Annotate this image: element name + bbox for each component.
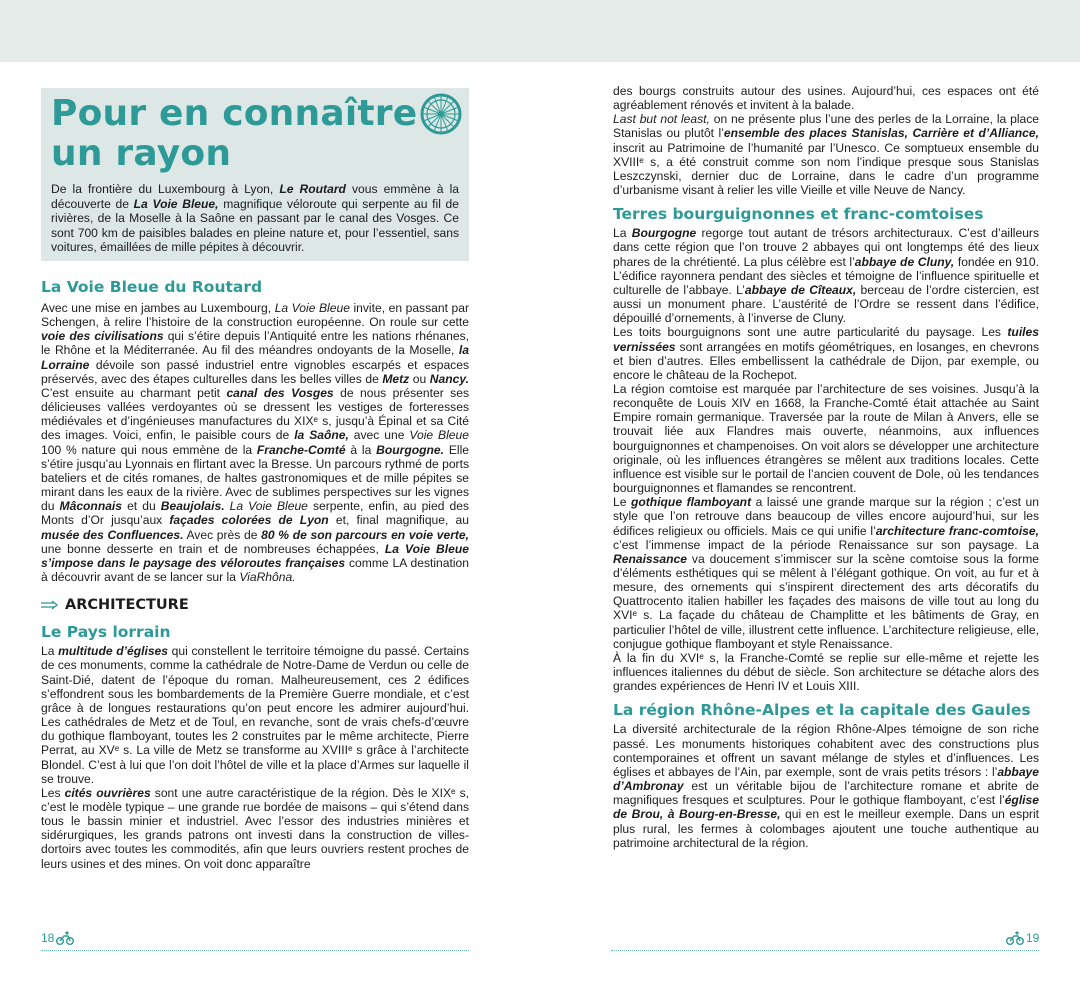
- paragraph-bourgogne: La Bourgogne regorge tout autant de trésors architecturaux. C’est d’ailleurs dans cette région que l’on trouve 2 abbayes qui ont longtemps été des lieux phares de la chrétienté. La plus célèbre est l’abbaye de Cluny, fondée en 910. L’édifice rayonnera pendant des siècles et témoigne de l’influence spirituelle et culturelle de l’abbaye. L’abbaye de Cîteaux, berceau de l’ordre cistercien, est aussi un monument phare. L’austérité de l’Ordre se ressent dans l’édifice, dépouillé d’ornements, à l’inverse de Cluny.: [613, 226, 1040, 326]
- page-number-right: 19: [1006, 931, 1039, 945]
- intro-text: De la frontière du Luxembourg à Lyon, Le Routard vous emmène à la découverte de La Voie Bleue, magnifique véloroute qui serpente au fil de rivières, de la Moselle à la Saône en passant par le canal des Vosges. Ce sont 700 km de paisibles balades en pleine nature et, pour l’essentiel, sans voitures, émaillées de mille pépites à découvrir.: [51, 182, 460, 255]
- cyclist-icon: [56, 931, 74, 945]
- paragraph-gothique: Le gothique flamboyant a laissé une grande marque sur la région ; c’est un style que l’on retrouve dans beaucoup de villes encore aujourd’hui, sur les édifices religieux ou officiels. Mais ce qui unifie l’architecture franc-comtoise, c’est l’immense impact de la période Renaissance sur son paysage. La Renaissance va doucement s’immiscer sur la scène comtoise sous la forme d’éléments esthétiques qui se mêlent à l’élégant gothique. On voit, au fur et à mesure, des ornements qui s’inspirent directement des arts décoratifs du Quattrocento italien habiller les façades des maisons de ville tout au long du XVIᵉ s. La façade du château de Champlitte et les bâtiments de Gray, en particulier l’hôtel de ville, illustrent cette influence. L’architecture religieuse, elle, conjugue gothique flamboyant et style Renaissance.: [613, 495, 1040, 651]
- paragraph-stanislas: Last but not least, on ne présente plus l’une des perles de la Lorraine, la place Stanislas ou plutôt l’ensemble des places Stanislas, Carrière et d’Alliance, inscrit au Patrimoine de l’humanité par l’Unesco. Ce somptueux ensemble du XVIIIᵉ s, a été construit comme son nom l’indique presque sous Stanislas Leszczynski, dernier duc de Lorraine, dans le cadre d’un programme d’urbanisme visant à relier les ville Vieille et ville Neuve de Nancy.: [613, 112, 1040, 198]
- bicycle-wheel-icon: [419, 92, 463, 136]
- left-column: [41, 278, 469, 871]
- cyclist-icon: [1006, 931, 1024, 945]
- paragraph-toits: Les toits bourguignons sont une autre particularité du paysage. Les tuiles vernissées sont arrangées en motifs géométriques, en losanges, en chevrons et bien d’autres. Elles embellissent la cathédrale de Dijon, par exemple, ou encore le château de la Rochepot.: [613, 325, 1039, 382]
- intro-box: [41, 88, 469, 261]
- heading-rhone-alpes: La région Rhône-Alpes et la capitale des Gaules: [613, 701, 1031, 720]
- paragraph-fin-xvi: À la fin du XVIᵉ s, la Franche-Comté se replie sur elle-même et rejette les influences italiennes du début de siècle. Son architecture se détache alors des grandes expériences de Henri IV et Louis XIII.: [613, 650, 1039, 694]
- heading-voie-bleue: La Voie Bleue du Routard: [41, 278, 263, 296]
- top-band: [0, 0, 1080, 62]
- paragraph-cites-ouvrieres: Les cités ouvrières sont une autre caractéristique de la région. Dès le XIXᵉ s, c’est le modèle typique – une grande rue bordée de maisons – qui s’étend dans tous le bassin minier et industriel. Avec l’essor des industries minières et sidérurgiques, les grands patrons ont investi dans la construction de villes-dortoirs avec toutes les commodités, afin que leurs ouvriers restent proches de leurs usines et des mines. On voit donc apparaître: [41, 785, 469, 871]
- paragraph-eglises: La multitude d’églises qui constellent le territoire témoigne du passé. Certains de ces monuments, comme la cathédrale de Notre-Dame de Verdun ou celle de Saint-Dié, datent de l’époque du roman. Malheureusement, ces 2 édifices s’effondrent sous les bombardements de la Première Guerre mondiale, et c’est grâce à de longues restaurations qu’on peut encore les admirer aujourd’hui. Les cathédrales de Metz et de Toul, en revanche, sont de vrais chefs-d’œuvre du gothique flamboyant, toutes les 2 construites par le même architecte, Pierre Perrat, au XVᵉ s. La ville de Metz se transforme au XVIIIᵉ s grâce à l’architecte Blondel. C’est à lui que l’on doit l’hôtel de ville et la place d’Armes sur laquelle il se trouve.: [41, 644, 469, 786]
- page-number-left: 18: [41, 931, 74, 945]
- right-column: [613, 84, 1039, 850]
- heading-terres-bourguignonnes: Terres bourguignonnes et franc-comtoises: [613, 205, 984, 224]
- heading-pays-lorrain: Le Pays lorrain: [41, 623, 171, 642]
- paragraph-voie-bleue: Avec une mise en jambes au Luxembourg, La Voie Bleue invite, en passant par Schengen, à relire l’histoire de la construction européenne. On roule sur cette voie des civilisations qui s’étire depuis l’Antiquité entre les nations rhénanes, le Rhône et la Méditerranée. Au fil des méandres ondoyants de la Moselle, la Lorraine dévoile son passé industriel entre vignobles escarpés et espaces préservés, avec des étapes culturelles dans les belles villes de Metz ou Nancy. C’est ensuite au charmant petit canal des Vosges de nous présenter ses délicieuses vallées verdoyantes où se dressent les vestiges de forteresses médiévales et d’ingénieuses manufactures du XIXᵉ s, jusqu’à Épinal et sa Cité des images. Voici, enfin, le paisible cours de la Saône, avec une Voie Bleue 100 % nature qui nous emmène de la Franche-Comté à la Bourgogne. Elle s’étire jusqu’au Lyonnais en flirtant avec la Bresse. Un parcours rythmé de ports bateliers et de cités romanes, de haltes gastronomiques et de mille pépites se mirant dans les eaux de la rivière. Avec de sublimes perspectives sur les vignes du Mâconnais et du Beaujolais. La Voie Bleue serpente, enfin, au pied des Monts d’Or jusqu’aux façades colorées de Lyon et, final magnifique, au musée des Confluences. Avec près de 80 % de son parcours en voie verte, une bonne desserte en train et de nombreuses échappées, La Voie Bleue s’impose dans le paysage des véloroutes françaises comme LA destination à découvrir avant de se lancer sur la ViaRhôna.: [41, 301, 470, 584]
- paragraph-comtoise: La région comtoise est marquée par l’architecture de ses voisines. Jusqu’à la reconquête de Louis XIV en 1668, la Franche-Comté était attachée au Saint Empire romain germanique. Traversée par la route de Milan à Anvers, elle se trouvait liée aux Flandres mais ouverte, néanmoins, aux influences bourguignonnes et champenoises. On voit alors se développer une architecture originale, où les influences étrangères se mêlent aux traditions locales. Cette influence est visible sur le portail de l’ancien couvent de Dole, où les tendances bourguignonnes et flamandes se rencontrent.: [613, 381, 1039, 496]
- paragraph-bourgs: des bourgs construits autour des usines. Aujourd’hui, ces espaces ont été agréablement rénovés et invitent à la balade.: [613, 84, 1039, 113]
- paragraph-rhone-alpes: La diversité architecturale de la région Rhône-Alpes témoigne de son riche passé. Les monuments historiques cohabitent avec des constructions plus contemporaines et offrent un savant mélange de styles et d’influences. Les églises et abbayes de l’Ain, par exemple, sont de vrais petits trésors : l’abbaye d’Ambronay est un véritable bijou de l’architecture romane et abrite de magnifiques fresques et sculptures. Pour le gothique flamboyant, c’est l’église de Brou, à Bourg-en-Bresse, qui en est le meilleur exemple. Dans un esprit plus rural, les fermes à colombages ajoutent une touche authentique au patrimoine architectural de la région.: [613, 722, 1040, 850]
- footer-rule-left: [41, 928, 469, 951]
- double-arrow-icon: [41, 600, 59, 610]
- footer-rule-right: [611, 928, 1039, 951]
- section-architecture: ARCHITECTURE: [41, 598, 469, 612]
- page-title: Pour en connaître un rayon: [51, 93, 418, 174]
